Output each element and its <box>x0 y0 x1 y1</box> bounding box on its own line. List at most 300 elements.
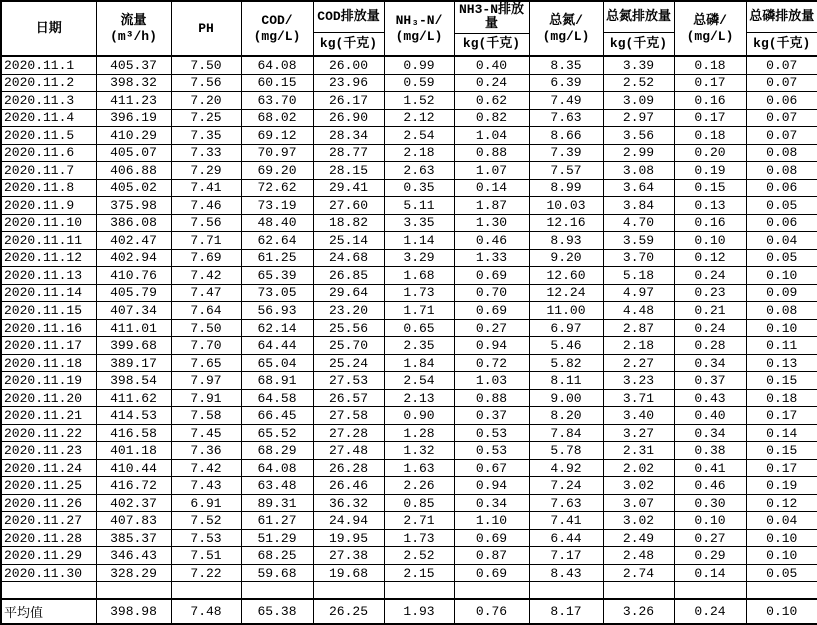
value-cell: 5.78 <box>529 442 603 460</box>
value-cell: 0.37 <box>454 407 529 425</box>
stacked-header <box>172 2 241 55</box>
value-cell: 7.47 <box>171 284 241 302</box>
date-cell: 2020.11.24 <box>1 459 96 477</box>
value-cell: 410.44 <box>96 459 171 477</box>
table-row <box>1 337 817 355</box>
value-cell: 73.05 <box>241 284 313 302</box>
value-cell: 3.40 <box>603 407 674 425</box>
header-title: 总磷/ <box>693 12 727 28</box>
value-cell: 0.17 <box>674 109 746 127</box>
value-cell: 3.26 <box>603 599 674 624</box>
value-cell: 0.99 <box>384 56 454 74</box>
value-cell: 9.00 <box>529 389 603 407</box>
value-cell: 0.70 <box>454 284 529 302</box>
value-cell: 1.07 <box>454 162 529 180</box>
date-cell: 2020.11.12 <box>1 249 96 267</box>
value-cell: 26.90 <box>313 109 384 127</box>
value-cell: 8.93 <box>529 232 603 250</box>
value-cell: 6.44 <box>529 529 603 547</box>
column-header-5 <box>384 1 454 56</box>
date-cell: 2020.11.19 <box>1 372 96 390</box>
value-cell: 402.47 <box>96 232 171 250</box>
value-cell: 4.97 <box>603 284 674 302</box>
date-cell: 2020.11.2 <box>1 74 96 92</box>
value-cell: 0.05 <box>746 197 817 215</box>
value-cell: 3.02 <box>603 477 674 495</box>
value-cell: 398.32 <box>96 74 171 92</box>
date-cell: 2020.11.3 <box>1 92 96 110</box>
value-cell: 0.10 <box>746 529 817 547</box>
table-row <box>1 144 817 162</box>
report-table-body <box>1 56 817 624</box>
value-cell: 385.37 <box>96 529 171 547</box>
value-cell: 416.58 <box>96 424 171 442</box>
value-cell: 389.17 <box>96 354 171 372</box>
value-cell: 3.59 <box>603 232 674 250</box>
date-cell: 2020.11.21 <box>1 407 96 425</box>
report-table-header <box>1 1 817 56</box>
table-row <box>1 284 817 302</box>
value-cell: 2.31 <box>603 442 674 460</box>
value-cell: 26.28 <box>313 459 384 477</box>
value-cell: 7.84 <box>529 424 603 442</box>
value-cell: 0.46 <box>674 477 746 495</box>
value-cell: 2.87 <box>603 319 674 337</box>
header-unit: (mg/L) <box>253 28 301 44</box>
date-cell: 2020.11.23 <box>1 442 96 460</box>
split-header <box>455 2 529 55</box>
header-title: 日期 <box>35 20 62 36</box>
value-cell: 2.52 <box>384 547 454 565</box>
value-cell: 0.67 <box>454 459 529 477</box>
value-cell: 7.45 <box>171 424 241 442</box>
value-cell: 0.41 <box>674 459 746 477</box>
date-cell: 2020.11.5 <box>1 127 96 145</box>
header-title: 总氮/ <box>549 12 583 28</box>
value-cell: 2.54 <box>384 372 454 390</box>
value-cell: 0.24 <box>674 319 746 337</box>
value-cell: 2.13 <box>384 389 454 407</box>
value-cell: 5.18 <box>603 267 674 285</box>
table-row <box>1 179 817 197</box>
value-cell: 0.29 <box>674 547 746 565</box>
value-cell: 26.25 <box>313 599 384 624</box>
value-cell: 51.29 <box>241 529 313 547</box>
value-cell: 3.23 <box>603 372 674 390</box>
value-cell: 0.53 <box>454 442 529 460</box>
value-cell: 0.14 <box>454 179 529 197</box>
value-cell: 62.64 <box>241 232 313 250</box>
header-unit: (m³/h) <box>110 28 157 44</box>
value-cell <box>241 582 313 599</box>
value-cell: 2.27 <box>603 354 674 372</box>
value-cell: 0.07 <box>746 109 817 127</box>
table-row <box>1 56 817 74</box>
value-cell: 7.70 <box>171 337 241 355</box>
value-cell: 1.28 <box>384 424 454 442</box>
date-cell: 2020.11.17 <box>1 337 96 355</box>
value-cell: 0.30 <box>674 494 746 512</box>
table-row <box>1 372 817 390</box>
value-cell: 8.43 <box>529 564 603 582</box>
value-cell: 0.05 <box>746 249 817 267</box>
stacked-header <box>97 2 171 55</box>
value-cell: 36.32 <box>313 494 384 512</box>
value-cell: 0.65 <box>384 319 454 337</box>
date-cell: 2020.11.7 <box>1 162 96 180</box>
value-cell: 396.19 <box>96 109 171 127</box>
value-cell: 3.56 <box>603 127 674 145</box>
value-cell <box>603 582 674 599</box>
value-cell: 0.23 <box>674 284 746 302</box>
split-header <box>604 2 674 55</box>
value-cell: 7.35 <box>171 127 241 145</box>
value-cell: 0.10 <box>746 319 817 337</box>
value-cell: 0.35 <box>384 179 454 197</box>
date-cell: 2020.11.22 <box>1 424 96 442</box>
value-cell: 69.12 <box>241 127 313 145</box>
value-cell: 3.84 <box>603 197 674 215</box>
value-cell: 405.07 <box>96 144 171 162</box>
value-cell: 3.70 <box>603 249 674 267</box>
value-cell: 7.33 <box>171 144 241 162</box>
stacked-header <box>530 2 603 55</box>
value-cell: 7.42 <box>171 267 241 285</box>
table-row <box>1 127 817 145</box>
value-cell: 0.69 <box>454 529 529 547</box>
value-cell: 0.69 <box>454 267 529 285</box>
date-cell: 2020.11.27 <box>1 512 96 530</box>
value-cell <box>674 582 746 599</box>
value-cell: 2.54 <box>384 127 454 145</box>
value-cell: 0.16 <box>674 92 746 110</box>
value-cell: 0.13 <box>674 197 746 215</box>
value-cell: 66.45 <box>241 407 313 425</box>
value-cell: 0.88 <box>454 144 529 162</box>
value-cell: 7.43 <box>171 477 241 495</box>
value-cell: 65.52 <box>241 424 313 442</box>
value-cell: 0.12 <box>746 494 817 512</box>
header-title: COD排放量 <box>314 2 384 33</box>
value-cell: 0.43 <box>674 389 746 407</box>
value-cell: 1.04 <box>454 127 529 145</box>
value-cell: 0.06 <box>746 179 817 197</box>
value-cell: 7.97 <box>171 372 241 390</box>
value-cell: 0.13 <box>746 354 817 372</box>
value-cell: 2.15 <box>384 564 454 582</box>
value-cell: 68.29 <box>241 442 313 460</box>
value-cell: 0.19 <box>674 162 746 180</box>
value-cell: 27.48 <box>313 442 384 460</box>
value-cell: 7.51 <box>171 547 241 565</box>
average-row <box>1 599 817 624</box>
table-row <box>1 232 817 250</box>
value-cell: 4.92 <box>529 459 603 477</box>
stacked-header <box>675 2 746 55</box>
date-cell: 2020.11.4 <box>1 109 96 127</box>
date-cell: 2020.11.11 <box>1 232 96 250</box>
value-cell: 5.82 <box>529 354 603 372</box>
value-cell: 0.15 <box>674 179 746 197</box>
value-cell: 7.42 <box>171 459 241 477</box>
value-cell: 2.49 <box>603 529 674 547</box>
value-cell: 7.71 <box>171 232 241 250</box>
value-cell: 399.68 <box>96 337 171 355</box>
value-cell: 8.17 <box>529 599 603 624</box>
value-cell: 19.95 <box>313 529 384 547</box>
header-title: NH₃-N/ <box>395 12 443 28</box>
value-cell: 7.56 <box>171 74 241 92</box>
value-cell <box>384 582 454 599</box>
value-cell: 65.39 <box>241 267 313 285</box>
value-cell: 72.62 <box>241 179 313 197</box>
header-unit: kg(千克) <box>753 35 811 51</box>
value-cell: 7.52 <box>171 512 241 530</box>
value-cell: 0.69 <box>454 302 529 320</box>
value-cell: 0.06 <box>746 214 817 232</box>
table-row <box>1 74 817 92</box>
value-cell: 2.74 <box>603 564 674 582</box>
value-cell: 1.32 <box>384 442 454 460</box>
value-cell <box>313 582 384 599</box>
value-cell: 0.18 <box>674 127 746 145</box>
value-cell: 0.20 <box>674 144 746 162</box>
value-cell: 26.57 <box>313 389 384 407</box>
date-cell: 2020.11.1 <box>1 56 96 74</box>
value-cell: 12.60 <box>529 267 603 285</box>
value-cell: 3.07 <box>603 494 674 512</box>
table-row <box>1 459 817 477</box>
value-cell: 0.18 <box>746 389 817 407</box>
value-cell: 2.35 <box>384 337 454 355</box>
value-cell: 7.41 <box>171 179 241 197</box>
value-cell: 26.46 <box>313 477 384 495</box>
value-cell: 24.94 <box>313 512 384 530</box>
value-cell: 386.08 <box>96 214 171 232</box>
value-cell: 411.01 <box>96 319 171 337</box>
value-cell <box>529 582 603 599</box>
table-row <box>1 109 817 127</box>
column-header-1 <box>96 1 171 56</box>
column-header-9 <box>674 1 746 56</box>
value-cell: 0.15 <box>746 442 817 460</box>
value-cell: 4.48 <box>603 302 674 320</box>
value-cell: 0.14 <box>746 424 817 442</box>
value-cell: 7.65 <box>171 354 241 372</box>
value-cell: 1.84 <box>384 354 454 372</box>
value-cell: 0.34 <box>454 494 529 512</box>
value-cell: 68.91 <box>241 372 313 390</box>
value-cell: 9.20 <box>529 249 603 267</box>
value-cell: 407.83 <box>96 512 171 530</box>
value-cell: 27.60 <box>313 197 384 215</box>
value-cell: 6.91 <box>171 494 241 512</box>
date-cell: 2020.11.10 <box>1 214 96 232</box>
value-cell: 64.58 <box>241 389 313 407</box>
value-cell: 2.71 <box>384 512 454 530</box>
value-cell: 2.52 <box>603 74 674 92</box>
date-cell: 2020.11.26 <box>1 494 96 512</box>
value-cell: 7.58 <box>171 407 241 425</box>
table-row <box>1 529 817 547</box>
date-cell <box>1 582 96 599</box>
value-cell: 7.49 <box>529 92 603 110</box>
value-cell: 7.50 <box>171 319 241 337</box>
value-cell: 1.68 <box>384 267 454 285</box>
value-cell: 12.16 <box>529 214 603 232</box>
value-cell: 0.40 <box>454 56 529 74</box>
date-cell: 2020.11.14 <box>1 284 96 302</box>
value-cell: 1.52 <box>384 92 454 110</box>
value-cell: 0.05 <box>746 564 817 582</box>
value-cell: 26.00 <box>313 56 384 74</box>
stacked-header <box>385 2 454 55</box>
value-cell: 0.14 <box>674 564 746 582</box>
table-row <box>1 302 817 320</box>
value-cell: 7.53 <box>171 529 241 547</box>
value-cell: 2.18 <box>384 144 454 162</box>
value-cell: 0.11 <box>746 337 817 355</box>
value-cell: 27.53 <box>313 372 384 390</box>
header-row <box>1 1 817 56</box>
value-cell: 3.35 <box>384 214 454 232</box>
value-cell: 0.59 <box>384 74 454 92</box>
value-cell: 0.28 <box>674 337 746 355</box>
value-cell: 3.27 <box>603 424 674 442</box>
value-cell: 0.17 <box>674 74 746 92</box>
stacked-header <box>2 2 96 55</box>
value-cell: 29.41 <box>313 179 384 197</box>
value-cell: 1.73 <box>384 529 454 547</box>
value-cell: 0.76 <box>454 599 529 624</box>
date-cell: 2020.11.28 <box>1 529 96 547</box>
date-cell: 2020.11.6 <box>1 144 96 162</box>
table-row <box>1 214 817 232</box>
value-cell: 0.24 <box>674 267 746 285</box>
value-cell: 89.31 <box>241 494 313 512</box>
value-cell: 2.48 <box>603 547 674 565</box>
value-cell: 73.19 <box>241 197 313 215</box>
value-cell: 4.70 <box>603 214 674 232</box>
table-row <box>1 564 817 582</box>
value-cell: 28.15 <box>313 162 384 180</box>
value-cell: 56.93 <box>241 302 313 320</box>
value-cell: 0.27 <box>454 319 529 337</box>
table-row <box>1 319 817 337</box>
value-cell: 19.68 <box>313 564 384 582</box>
date-cell: 2020.11.25 <box>1 477 96 495</box>
header-title: 流量 <box>120 12 147 28</box>
value-cell: 0.82 <box>454 109 529 127</box>
value-cell: 407.34 <box>96 302 171 320</box>
value-cell: 0.46 <box>454 232 529 250</box>
value-cell: 7.17 <box>529 547 603 565</box>
split-header <box>314 2 384 55</box>
value-cell: 1.63 <box>384 459 454 477</box>
value-cell: 7.63 <box>529 109 603 127</box>
value-cell: 28.34 <box>313 127 384 145</box>
value-cell: 0.34 <box>674 424 746 442</box>
value-cell: 28.77 <box>313 144 384 162</box>
value-cell: 2.63 <box>384 162 454 180</box>
value-cell: 411.62 <box>96 389 171 407</box>
header-title: 总氮排放量 <box>604 2 674 33</box>
value-cell: 3.71 <box>603 389 674 407</box>
value-cell: 25.56 <box>313 319 384 337</box>
value-cell: 7.36 <box>171 442 241 460</box>
column-header-3 <box>241 1 313 56</box>
table-row <box>1 92 817 110</box>
value-cell: 401.18 <box>96 442 171 460</box>
value-cell: 405.02 <box>96 179 171 197</box>
value-cell: 5.46 <box>529 337 603 355</box>
column-header-7 <box>529 1 603 56</box>
value-cell: 405.79 <box>96 284 171 302</box>
value-cell: 7.64 <box>171 302 241 320</box>
value-cell: 0.08 <box>746 144 817 162</box>
value-cell: 26.17 <box>313 92 384 110</box>
value-cell: 7.63 <box>529 494 603 512</box>
column-header-10 <box>746 1 817 56</box>
value-cell: 64.08 <box>241 56 313 74</box>
value-cell: 2.02 <box>603 459 674 477</box>
value-cell: 0.17 <box>746 459 817 477</box>
value-cell: 0.19 <box>746 477 817 495</box>
value-cell: 0.94 <box>454 337 529 355</box>
table-row <box>1 512 817 530</box>
value-cell: 8.11 <box>529 372 603 390</box>
value-cell: 0.06 <box>746 92 817 110</box>
value-cell: 0.10 <box>674 232 746 250</box>
value-cell: 24.68 <box>313 249 384 267</box>
table-row <box>1 249 817 267</box>
value-cell: 7.25 <box>171 109 241 127</box>
value-cell: 346.43 <box>96 547 171 565</box>
value-cell: 0.87 <box>454 547 529 565</box>
value-cell: 2.18 <box>603 337 674 355</box>
value-cell: 6.97 <box>529 319 603 337</box>
header-unit: (mg/L) <box>686 28 734 44</box>
header-unit: kg(千克) <box>462 36 521 52</box>
value-cell: 0.10 <box>674 512 746 530</box>
value-cell: 68.25 <box>241 547 313 565</box>
header-title: NH3-N排放量 <box>455 2 529 34</box>
table-row <box>1 162 817 180</box>
value-cell: 61.27 <box>241 512 313 530</box>
value-cell: 2.99 <box>603 144 674 162</box>
value-cell: 0.18 <box>674 56 746 74</box>
header-unit: (mg/L) <box>395 28 443 44</box>
value-cell: 0.94 <box>454 477 529 495</box>
value-cell: 7.46 <box>171 197 241 215</box>
value-cell: 0.10 <box>746 267 817 285</box>
value-cell: 0.07 <box>746 74 817 92</box>
date-cell: 2020.11.16 <box>1 319 96 337</box>
value-cell: 1.03 <box>454 372 529 390</box>
value-cell <box>454 582 529 599</box>
value-cell: 68.02 <box>241 109 313 127</box>
value-cell: 8.99 <box>529 179 603 197</box>
value-cell: 328.29 <box>96 564 171 582</box>
value-cell: 63.48 <box>241 477 313 495</box>
date-cell: 2020.11.20 <box>1 389 96 407</box>
value-cell: 23.96 <box>313 74 384 92</box>
value-cell: 7.20 <box>171 92 241 110</box>
column-header-2 <box>171 1 241 56</box>
table-row <box>1 389 817 407</box>
value-cell: 0.62 <box>454 92 529 110</box>
value-cell: 61.25 <box>241 249 313 267</box>
